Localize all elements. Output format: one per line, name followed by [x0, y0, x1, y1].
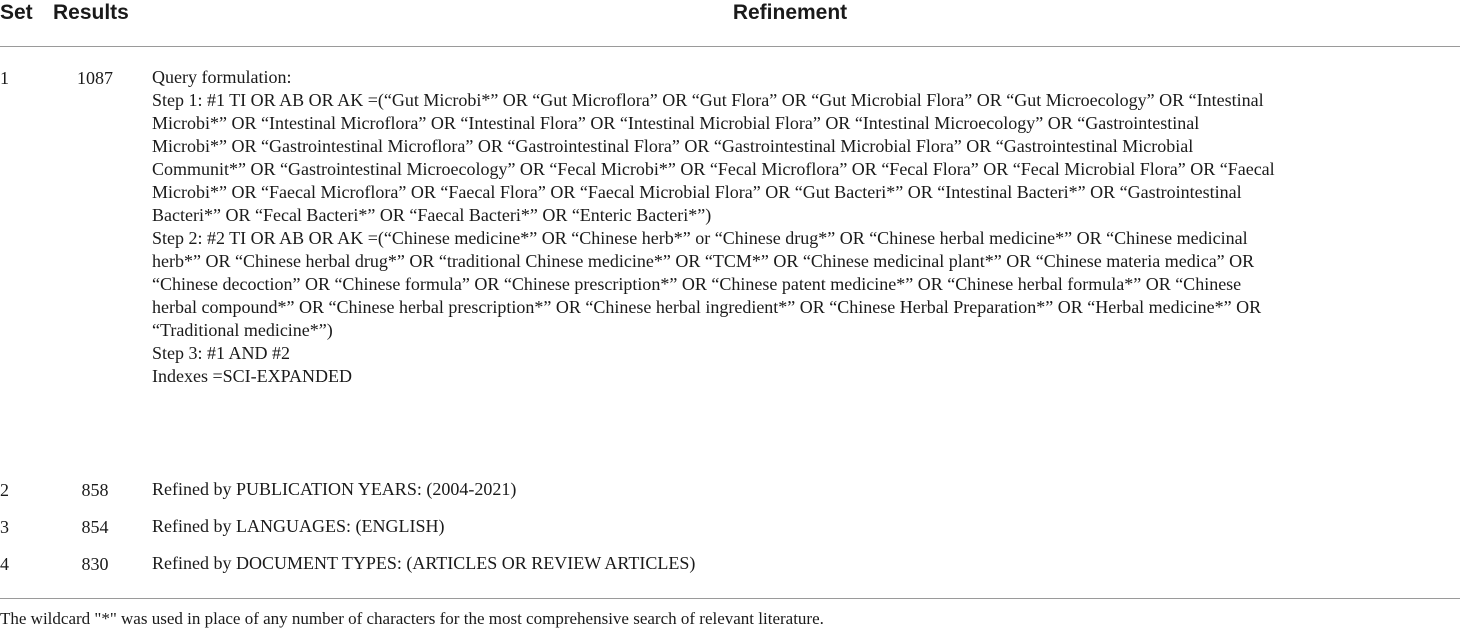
refinement-line: Step 3: #1 AND #2: [152, 343, 291, 363]
header-refinement: Refinement: [732, 1, 848, 24]
cell-refinement: [152, 66, 1458, 388]
refinement-line: herb*” OR “Chinese herbal drug*” OR “traditional Chinese medicine*” OR “TCM*” OR “Chinese medicinal plant*” OR “Chinese materia medica” OR: [152, 251, 1255, 271]
refinement-line: Refined by LANGUAGES: (ENGLISH): [152, 516, 445, 536]
refinement-line: Refined by DOCUMENT TYPES: (ARTICLES OR REVIEW ARTICLES): [152, 553, 696, 573]
table-footer-rule: [0, 598, 1460, 599]
refinement-line: Step 1: #1 TI OR AB OR AK =(“Gut Microbi*” OR “Gut Microflora” OR “Gut Flora” OR “Gut Microbial Flora” OR “Gut Microecology” OR “Intestinal: [152, 90, 1264, 110]
cell-refinement: [152, 515, 1458, 538]
cell-results: 858: [81, 480, 109, 500]
cell-set: 4: [0, 554, 9, 574]
cell-set: 2: [0, 480, 9, 500]
refinement-line: herbal compound*” OR “Chinese herbal prescription*” OR “Chinese herbal ingredient*” OR “Chinese Herbal Preparation*” OR “Herbal medicine*” OR: [152, 297, 1262, 317]
table-row: [0, 550, 1460, 580]
refinement-line: Step 2: #2 TI OR AB OR AK =(“Chinese medicine*” OR “Chinese herb*” or “Chinese drug*” OR “Chinese herbal medicine*” OR “Chinese medicinal: [152, 228, 1248, 248]
refinement-line: Refined by PUBLICATION YEARS: (2004-2021): [152, 479, 517, 499]
header-set: Set: [0, 1, 33, 24]
header-results: Results: [53, 1, 129, 24]
table-row: [0, 64, 1460, 464]
refinement-line: Bacteri*” OR “Fecal Bacteri*” OR “Faecal Bacteri*” OR “Enteric Bacteri*”): [152, 205, 712, 225]
refinement-line: “Chinese decoction” OR “Chinese formula” OR “Chinese prescription*” OR “Chinese patent medicine*” OR “Chinese herbal formula*” OR “Chinese: [152, 274, 1242, 294]
table-header-row: [0, 0, 1460, 47]
cell-results: 830: [81, 554, 109, 574]
cell-results: 854: [81, 517, 109, 537]
refinement-line: Microbi*” OR “Gastrointestinal Microflora” OR “Gastrointestinal Flora” OR “Gastrointestinal Microbial Flora” OR “Gastrointestinal Microbial: [152, 136, 1194, 156]
refinement-line: Indexes =SCI-EXPANDED: [152, 366, 352, 386]
cell-refinement: [152, 552, 1458, 575]
refinement-line: “Traditional medicine*”): [152, 320, 333, 340]
cell-refinement: [152, 478, 1458, 501]
cell-results: 1087: [77, 68, 113, 88]
table-row: [0, 513, 1460, 543]
refinement-line: Microbi*” OR “Intestinal Microflora” OR “Intestinal Flora” OR “Intestinal Microbial Flora” OR “Intestinal Microecology” OR “Gastrointestinal: [152, 113, 1200, 133]
cell-set: 3: [0, 517, 9, 537]
refinement-line: Query formulation:: [152, 67, 292, 87]
table-footnote: The wildcard "*" was used in place of any number of characters for the most comprehensive search of relevant literature.: [0, 609, 824, 628]
refinement-line: Microbi*” OR “Faecal Microflora” OR “Faecal Flora” OR “Faecal Microbial Flora” OR “Gut Bacteri*” OR “Intestinal Bacteri*” OR “Gastrointestinal: [152, 182, 1242, 202]
table-row: [0, 476, 1460, 506]
refinement-line: Communit*” OR “Gastrointestinal Microecology” OR “Fecal Microbi*” OR “Fecal Microflora” OR “Fecal Flora” OR “Fecal Microbial Flora” OR “Faecal: [152, 159, 1275, 179]
cell-set: 1: [0, 68, 9, 88]
